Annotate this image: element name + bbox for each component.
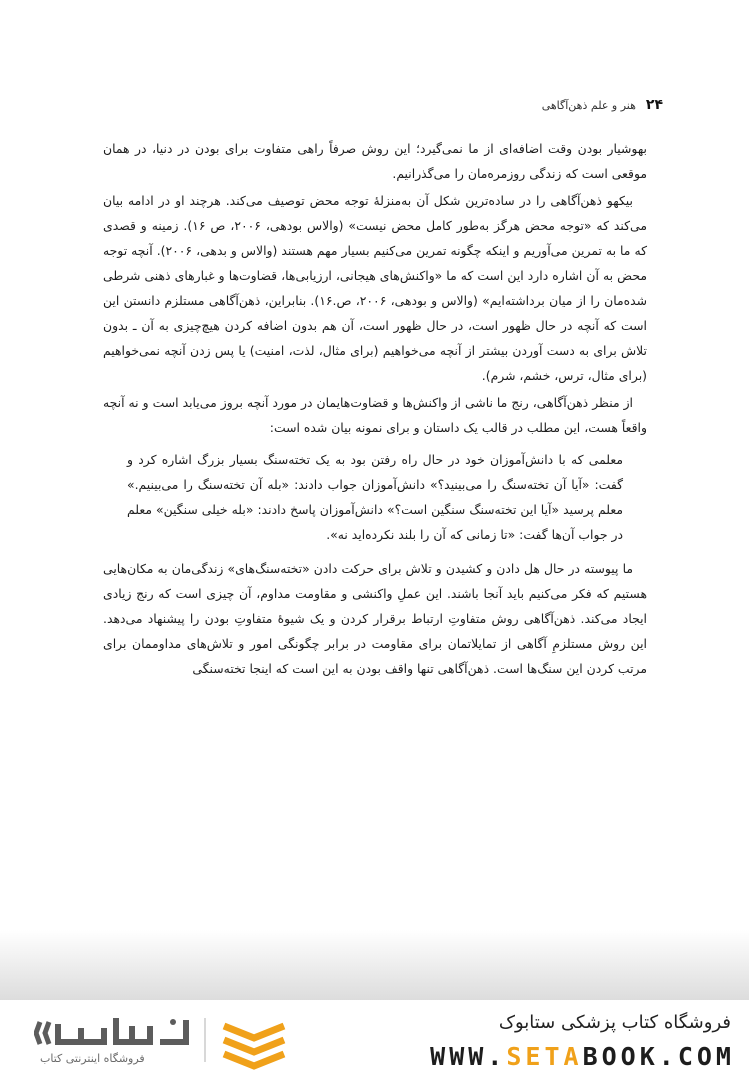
story-quote: معلمی که با دانش‌آموزان خود در حال راه رفتن بود به یک تخته‌سنگ بسیار بزرگ اشاره کرد و گفت: «آیا آن تخته‌سنگ را می‌بینید؟» دانش‌آموزان جواب دادند: «بله آن تخته‌سنگ را می‌بینیم.» معلم پرسید «آیا این تخته‌سنگ سنگین است؟» دانش‌آموزان پاسخ دادند: «بله خیلی سنگین» معلم در جواب آن‌ها گفت: «تا زمانی که آن را بلند نکرده‌اید نه». [127,452,623,542]
logo-subtitle: فروشگاه اینترنتی کتاب [40,1052,145,1065]
logo-divider [204,1018,206,1062]
paragraph-closing: ما پیوسته در حال هل دادن و کشیدن و تلاش برای حرکت دادن «تخته‌سنگ‌های» زندگی‌مان به مکان‌هایی هستیم که فکر می‌کنیم باید آنجا باشند. این عملِ واکنشی و مقاومت مداوم، آن چیزی است که رنج زیادی ایجاد می‌کند. ذهن‌آگاهی روش متفاوتِ ارتباط برقرار کردن و یک شیوهٔ متفاوتِ بودن را پیشنهاد می‌دهد. این روش مستلزمِ آگاهی از تمایلاتمان برای مقاومت در برابر چگونگی امور و تلاش‌های مداوممان برای مرتب کردن این سنگ‌ها است. ذهن‌آگاهی تنها واقف بودن به این است که اینجا تخته‌سنگی [103,561,647,676]
url-highlight: SETA [506,1042,583,1071]
running-title: هنر و علم ذهن‌آگاهی [541,99,636,112]
shop-url[interactable] [430,1042,735,1071]
stacked-books-icon [218,1016,290,1074]
paragraph-2: بیکهو ذهن‌آگاهی را در ساده‌ترین شکل آن به‌منزلهٔ توجه محض توصیف می‌کند. هرچند او در ادامه بیان می‌کند که «توجه محض هرگز به‌طور کامل محض نیست» (والاس بودهی، ۲۰۰۶، ص ۱۶). زمینه و قصدی که ما به تمرین می‌آوریم و اینکه چگونه تمرین می‌کنیم بسیار مهم هستند (والاس و بدهی، ۲۰۰۶). آنچه توجه محض به آن اشاره دارد این است که ما «واکنش‌های هیجانی، ارزیابی‌ها، قضاوت‌ها و غبارهای ذهنی شرطی شده‌مان را از میان برداشته‌ایم» (والاس و بودهی، ۲۰۰۶، ص.۱۶). بنابراین، ذهن‌آگاهی مستلزم دانستن این است که آنچه در حال ظهور است، در حال ظهور است، آن هم بدون اضافه کردن هیچ‌چیزی به آن ـ بدون تلاش برای به دست آوردن بیشتر از آنچه می‌خواهیم (برای مثال، لذت، امنیت) یا پس زدن آنچه نمی‌خواهیم (برای مثال، ترس، خشم، شرم). [103,193,647,383]
setabook-logo [34,1014,294,1070]
logo-wordmark-graphic [34,1014,194,1052]
url-prefix: WWW. [430,1042,507,1071]
running-header [542,97,663,113]
page-number: ۲۴ [645,97,663,113]
watermark-banner [0,1000,749,1079]
body-text [103,136,647,683]
shop-name: فروشگاه کتاب پزشکی ستابوک [498,1012,731,1033]
url-suffix: BOOK.COM [582,1042,735,1071]
paragraph-1: بهوشیار بودن وقت اضافه‌ای از ما نمی‌گیرد؛ این روش صرفاً راهی متفاوت برای بودن در دنیا، در همان موقعی است که زندگی روزمره‌مان را می‌گذرانیم. [103,141,647,181]
paragraph-3: از منظر ذهن‌آگاهی، رنج ما ناشی از واکنش‌ها و قضاوت‌هایمان در مورد آنچه بروز می‌یابد است و نه آنچه واقعاً هست، این مطلب در قالب یک داستان و برای نمونه بیان شده است: [103,395,647,435]
page-bottom-fade [0,930,749,1005]
